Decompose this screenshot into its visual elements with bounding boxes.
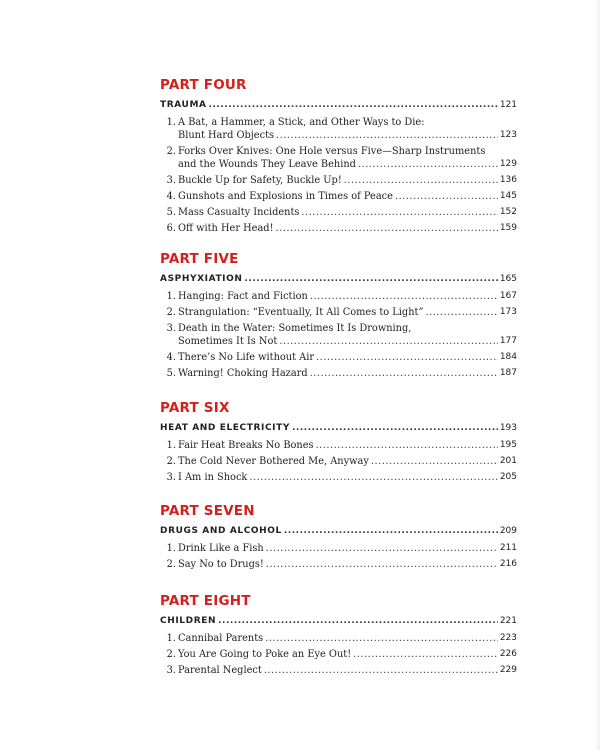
section-entry[interactable] — [160, 524, 517, 538]
part-title: PART FOUR — [160, 77, 247, 93]
part-title: PART SEVEN — [160, 503, 255, 519]
section-title: ASPHYXIATION ..... — [160, 273, 498, 286]
page-number: 205 — [499, 472, 517, 482]
page-number: 223 — [499, 633, 517, 643]
chapter-entry[interactable] — [160, 542, 517, 555]
chapter-entry[interactable] — [160, 632, 517, 645]
part-title: PART FIVE — [160, 251, 239, 267]
chapter-number: 3. — [166, 323, 176, 334]
chapter-number: 2. — [166, 146, 176, 157]
chapter-title: Cannibal Parents ..... — [178, 632, 498, 645]
chapter-title: Fair Heat Breaks No Bones ..... — [178, 439, 498, 452]
chapter-number: 3. — [166, 472, 176, 483]
chapter-title: Death in the Water: Sometimes It Is Drowning, — [178, 323, 412, 334]
chapter-number: 1. — [166, 543, 176, 554]
chapter-entry[interactable] — [160, 439, 517, 452]
chapter-entry[interactable] — [160, 116, 517, 142]
page-number: 121 — [499, 100, 517, 110]
page-number: 123 — [499, 130, 517, 140]
chapter-title: A Bat, a Hammer, a Stick, and Other Ways to Die: — [178, 117, 425, 128]
chapter-title: Buckle Up for Safety, Buckle Up! ..... — [178, 174, 498, 187]
page-edge-shadow — [594, 0, 600, 750]
chapter-number: 5. — [166, 368, 176, 379]
chapter-title: Off with Her Head! ..... — [178, 222, 498, 235]
chapter-title: Warning! Choking Hazard ..... — [178, 367, 498, 380]
part-eight — [160, 592, 520, 680]
page-number: 226 — [499, 649, 517, 659]
chapter-title: I Am in Shock ..... — [178, 471, 498, 484]
part-four — [160, 76, 520, 238]
chapter-number: 1. — [166, 291, 176, 302]
chapter-entry[interactable] — [160, 206, 517, 219]
chapter-entry[interactable] — [160, 351, 517, 364]
chapter-number: 2. — [166, 559, 176, 570]
chapter-number: 4. — [166, 352, 176, 363]
part-title: PART SIX — [160, 400, 230, 416]
chapter-entry[interactable] — [160, 222, 517, 235]
chapter-title: Say No to Drugs! ..... — [178, 558, 498, 571]
page-number: 211 — [499, 543, 517, 553]
chapter-title: Strangulation: “Eventually, It All Comes to Light” ..... — [178, 306, 498, 319]
chapter-entry[interactable] — [160, 174, 517, 187]
page-number: 193 — [499, 423, 517, 433]
chapter-entry[interactable] — [160, 322, 517, 348]
part-title: PART EIGHT — [160, 593, 251, 609]
chapter-entry[interactable] — [160, 145, 517, 171]
page-number: 145 — [499, 191, 517, 201]
part-five — [160, 250, 520, 383]
chapter-title: Drink Like a Fish ..... — [178, 542, 498, 555]
chapter-entry[interactable] — [160, 664, 517, 677]
chapter-title: Parental Neglect ..... — [178, 664, 498, 677]
chapter-title: You Are Going to Poke an Eye Out! ..... — [178, 648, 498, 661]
part-six — [160, 399, 520, 487]
page-number: 221 — [499, 616, 517, 626]
chapter-number: 5. — [166, 207, 176, 218]
chapter-entry[interactable] — [160, 367, 517, 380]
chapter-title: There’s No Life without Air ..... — [178, 351, 498, 364]
page-number: 167 — [499, 291, 517, 301]
chapter-title: Forks Over Knives: One Hole versus Five—Sharp Instruments — [178, 146, 486, 157]
chapter-number: 2. — [166, 307, 176, 318]
section-title: DRUGS AND ALCOHOL ..... — [160, 525, 498, 538]
chapter-title: Gunshots and Explosions in Times of Peace ..... — [178, 190, 498, 203]
page-number: 187 — [499, 368, 517, 378]
page-number: 229 — [499, 665, 517, 675]
chapter-title: The Cold Never Bothered Me, Anyway ..... — [178, 455, 498, 468]
chapter-title: Mass Casualty Incidents ..... — [178, 206, 498, 219]
page-number: 177 — [499, 336, 517, 346]
page-number: 129 — [499, 159, 517, 169]
chapter-number: 4. — [166, 191, 176, 202]
chapter-number: 3. — [166, 175, 176, 186]
section-title: HEAT AND ELECTRICITY ..... — [160, 422, 498, 435]
chapter-number: 1. — [166, 117, 176, 128]
section-entry[interactable] — [160, 614, 517, 628]
section-title: TRAUMA ..... — [160, 99, 498, 112]
page-number: 136 — [499, 175, 517, 185]
section-entry[interactable] — [160, 421, 517, 435]
page-number: 184 — [499, 352, 517, 362]
chapter-entry[interactable] — [160, 471, 517, 484]
chapter-entry[interactable] — [160, 455, 517, 468]
section-entry[interactable] — [160, 98, 517, 112]
chapter-entry[interactable] — [160, 558, 517, 571]
chapter-number: 3. — [166, 665, 176, 676]
page-number: 209 — [499, 526, 517, 536]
page-number: 152 — [499, 207, 517, 217]
page-number: 201 — [499, 456, 517, 466]
page-number: 195 — [499, 440, 517, 450]
chapter-number: 1. — [166, 440, 176, 451]
part-seven — [160, 502, 520, 574]
chapter-entry[interactable] — [160, 290, 517, 303]
page-number: 216 — [499, 559, 517, 569]
chapter-title-cont: Blunt Hard Objects ..... — [178, 129, 498, 142]
page-number: 165 — [499, 274, 517, 284]
chapter-title-cont: and the Wounds They Leave Behind ..... — [178, 158, 498, 171]
chapter-number: 2. — [166, 649, 176, 660]
chapter-number: 1. — [166, 633, 176, 644]
section-entry[interactable] — [160, 272, 517, 286]
chapter-title: Hanging: Fact and Fiction ..... — [178, 290, 498, 303]
chapter-number: 2. — [166, 456, 176, 467]
chapter-entry[interactable] — [160, 648, 517, 661]
chapter-entry[interactable] — [160, 306, 517, 319]
chapter-title-cont: Sometimes It Is Not ..... — [178, 335, 498, 348]
chapter-entry[interactable] — [160, 190, 517, 203]
chapter-number: 6. — [166, 223, 176, 234]
section-title: CHILDREN ..... — [160, 615, 498, 628]
page-number: 173 — [499, 307, 517, 317]
page-number: 159 — [499, 223, 517, 233]
